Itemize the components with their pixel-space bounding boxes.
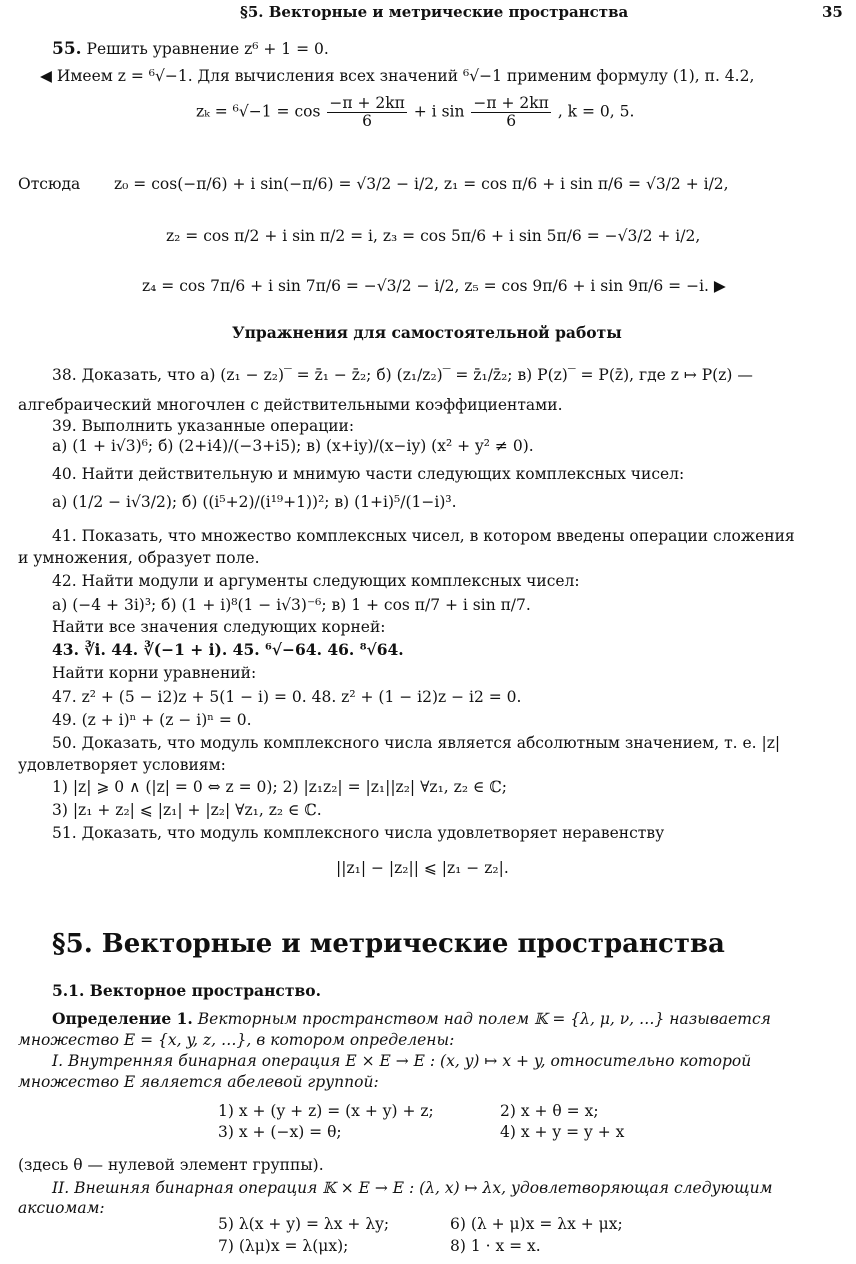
exercise-line: алгебраический многочлен с действительными коэффициентами.: [18, 396, 563, 414]
operation-2-line-2: аксиомам:: [18, 1199, 105, 1217]
formula-zk-tail: , k = 0, 5.: [557, 102, 635, 121]
formula-zk: [196, 95, 634, 130]
exercise-line: 38. Доказать, что а) (z₁ − z₂)‾ = z̄₁ − z̄₂; б) (z₁/z₂)‾ = z̄₁/z̄₂; в) P(z)‾ = P(z̄), где z ↦ P(z) —: [52, 366, 753, 384]
exercise-line: Найти все значения следующих корней:: [52, 618, 386, 636]
operation-1-line-2: множество E является абелевой группой:: [18, 1073, 379, 1091]
exercise-line: а) (1/2 − i√3/2); б) ((i⁵+2)/(i¹⁹+1))²; в) (1+i)⁵/(1−i)³.: [52, 493, 457, 511]
exercises-title: Упражнения для самостоятельной работы: [232, 323, 622, 342]
subsection-title: 5.1. Векторное пространство.: [52, 981, 321, 1000]
theta-note: (здесь θ — нулевой элемент группы).: [18, 1156, 324, 1174]
frac1-num: −π + 2kπ: [329, 94, 405, 112]
frac2-den: 6: [506, 112, 517, 131]
formula-zk-lhs: zₖ = ⁶√−1 = cos: [196, 102, 321, 121]
definition-text: Векторным пространством над полем 𝕂 = {λ, μ, ν, …} называется: [197, 1010, 771, 1028]
exercise-line: 50. Доказать, что модуль комплексного числа является абсолютным значением, т. е. |z|: [52, 734, 781, 752]
exercise-line: 40. Найти действительную и мнимую части следующих комплексных чисел:: [52, 465, 685, 483]
example-55: [52, 40, 329, 59]
exercise-line: 49. (z + i)ⁿ + (z − i)ⁿ = 0.: [52, 711, 252, 729]
group-axiom: 4) x + y = y + x: [500, 1123, 625, 1141]
formula-zk-frac1: [327, 95, 406, 130]
section-title: §5. Векторные и метрические пространства: [52, 929, 725, 959]
exercise-line: а) (−4 + 3i)³; б) (1 + i)⁸(1 − i√3)⁻⁶; в) 1 + cos π/7 + i sin π/7.: [52, 596, 531, 614]
group-axiom: 2) x + θ = x;: [500, 1102, 599, 1120]
example-number: 55.: [52, 39, 82, 59]
page-number: 35: [822, 3, 843, 21]
scalar-axiom: 5) λ(x + y) = λx + λy;: [218, 1215, 390, 1233]
formula-zk-frac2: [471, 95, 550, 130]
example-solution-intro: ◀ Имеем z = ⁶√−1. Для вычисления всех значений ⁶√−1 применим формулу (1), п. 4.2,: [40, 67, 755, 85]
exercise-line: и умножения, образует поле.: [18, 549, 260, 567]
exercise-line: 3) |z₁ + z₂| ⩽ |z₁| + |z₂| ∀z₁, z₂ ∈ ℂ.: [52, 801, 322, 819]
definition-line: [52, 1010, 771, 1028]
hence-label: Отсюда: [18, 175, 81, 193]
exercise-line: 41. Показать, что множество комплексных чисел, в котором введены операции сложения: [52, 527, 795, 545]
operation-1-line-1: I. Внутренняя бинарная операция E × E → E : (x, y) ↦ x + y, относительно которой: [52, 1052, 752, 1070]
operation-2-line-1: II. Внешняя бинарная операция 𝕂 × E → E : (λ, x) ↦ λx, удовлетворяющая следующим: [52, 1179, 773, 1197]
definition-text-2: множество E = {x, y, z, …}, в котором определены:: [18, 1031, 455, 1049]
frac1-den: 6: [362, 112, 373, 131]
scalar-axiom: 7) (λμ)x = λ(μx);: [218, 1237, 349, 1255]
exercise-line: 39. Выполнить указанные операции:: [52, 417, 355, 435]
roots-z4-z5: z₄ = cos 7π/6 + i sin 7π/6 = −√3/2 − i/2, z₅ = cos 9π/6 + i sin 9π/6 = −i. ▶: [142, 277, 726, 295]
exercise-line: 1) |z| ⩾ 0 ∧ (|z| = 0 ⇔ z = 0); 2) |z₁z₂| = |z₁||z₂| ∀z₁, z₂ ∈ ℂ;: [52, 778, 507, 796]
exercise-line: а) (1 + i√3)⁶; б) (2+i4)/(−3+i5); в) (x+iy)/(x−iy) (x² + y² ≠ 0).: [52, 437, 534, 455]
example-statement: Решить уравнение z⁶ + 1 = 0.: [86, 40, 329, 58]
scalar-axiom: 8) 1 · x = x.: [450, 1237, 541, 1255]
exercise-line: 42. Найти модули и аргументы следующих комплексных чисел:: [52, 572, 580, 590]
scalar-axiom: 6) (λ + μ)x = λx + μx;: [450, 1215, 623, 1233]
group-axiom: 3) x + (−x) = θ;: [218, 1123, 342, 1141]
roots-z0-z1: z₀ = cos(−π/6) + i sin(−π/6) = √3/2 − i/2, z₁ = cos π/6 + i sin π/6 = √3/2 + i/2,: [114, 175, 729, 193]
definition-label: Определение 1.: [52, 1009, 193, 1028]
group-axiom: 1) x + (y + z) = (x + y) + z;: [218, 1102, 434, 1120]
formula-zk-mid: + i sin: [413, 102, 465, 121]
exercise-line: 43. ∛i. 44. ∛(−1 + i). 45. ⁶√−64. 46. ⁸√64.: [52, 640, 404, 659]
roots-z2-z3: z₂ = cos π/2 + i sin π/2 = i, z₃ = cos 5π/6 + i sin 5π/6 = −√3/2 + i/2,: [166, 227, 701, 245]
running-header: §5. Векторные и метрические пространства: [240, 3, 629, 21]
exercise-line: Найти корни уравнений:: [52, 664, 257, 682]
frac2-num: −π + 2kπ: [473, 94, 549, 112]
exercise-line: ||z₁| − |z₂|| ⩽ |z₁ − z₂|.: [336, 859, 509, 877]
exercise-line: удовлетворяет условиям:: [18, 756, 226, 774]
exercise-line: 47. z² + (5 − i2)z + 5(1 − i) = 0. 48. z² + (1 − i2)z − i2 = 0.: [52, 688, 522, 706]
exercise-line: 51. Доказать, что модуль комплексного числа удовлетворяет неравенству: [52, 824, 665, 842]
